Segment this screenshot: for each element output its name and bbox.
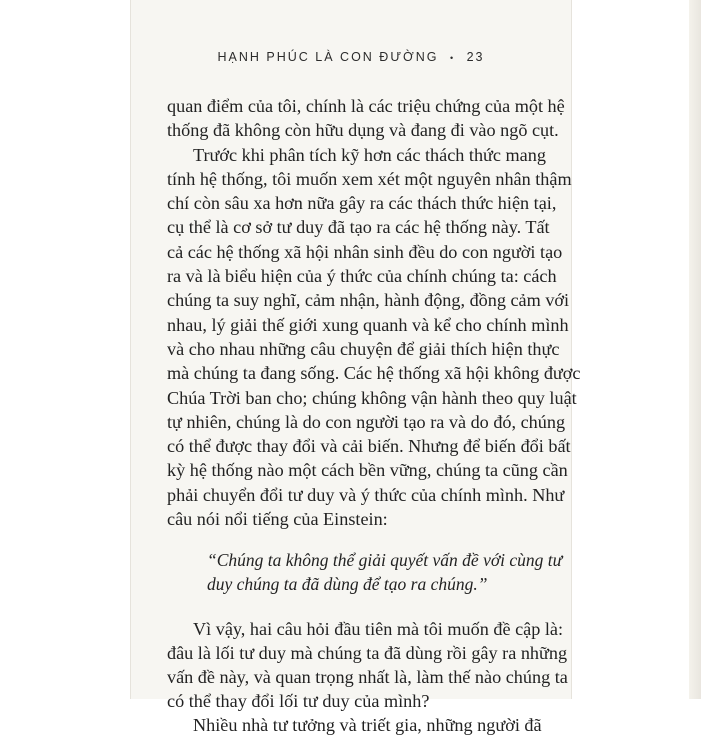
page-edge	[689, 0, 701, 699]
body-line: cả các hệ thống xã hội nhân sinh đều do con người tạo	[167, 242, 563, 262]
body-line: chúng ta suy nghĩ, cảm nhận, hành động, đồng cảm với	[167, 290, 570, 310]
quote-line: duy chúng ta đã dùng để tạo ra chúng.”	[207, 574, 488, 594]
body-line: tự nhiên, chúng là do con người tạo ra và do đó, chúng	[167, 412, 566, 432]
body-line: ra và là biểu hiện của ý thức của chính chúng ta: cách	[167, 266, 557, 286]
body-line: tính hệ thống, tôi muốn xem xét một nguyên nhân thậm	[167, 169, 572, 189]
body-line: vấn đề này, và quan trọng nhất là, làm thế nào chúng ta	[167, 667, 568, 687]
body-line: cụ thể là cơ sở tư duy đã tạo ra các hệ thống này. Tất	[167, 217, 550, 237]
body-line: mà chúng ta đang sống. Các hệ thống xã hội không được	[167, 363, 581, 383]
body-line: nhau, lý giải thế giới xung quanh và kể cho chính mình	[167, 315, 569, 335]
running-title: HẠNH PHÚC LÀ CON ĐƯỜNG	[217, 50, 439, 64]
body-line: đâu là lối tư duy mà chúng ta đã dùng rồi gây ra những	[167, 643, 568, 663]
body-line: chí còn sâu xa hơn nữa gây ra các thách thức hiện tại,	[167, 193, 557, 213]
header-separator: •	[449, 52, 456, 63]
book-page	[130, 0, 581, 735]
body-line: Chúa Trời ban cho; chúng không vận hành theo quy luật	[167, 388, 577, 408]
body-line: có thể thay đổi lối tư duy của mình?	[167, 691, 430, 711]
body-line: quan điểm của tôi, chính là các triệu chứng của một hệ	[167, 96, 565, 116]
body-line: phải chuyển đổi tư duy và ý thức của chính mình. Như	[167, 485, 565, 505]
body-line: kỳ hệ thống nào một cách bền vững, chúng ta cũng cần	[167, 460, 568, 480]
body-line: câu nói nổi tiếng của Einstein:	[167, 509, 388, 529]
body-line: có thể được thay đổi và cải biến. Nhưng để biến đổi bất	[167, 436, 571, 456]
body-line: Nhiều nhà tư tưởng và triết gia, những người đã	[193, 715, 542, 735]
body-line: và cho nhau những câu chuyện để giải thích hiện thực	[167, 339, 560, 359]
body-line: Trước khi phân tích kỹ hơn các thách thức mang	[193, 145, 546, 165]
running-header	[131, 50, 571, 64]
body-line: Vì vậy, hai câu hỏi đầu tiên mà tôi muốn đề cập là:	[193, 619, 564, 639]
quote-line: “Chúng ta không thể giải quyết vấn đề với cùng tư	[207, 550, 563, 570]
page-number: 23	[466, 50, 485, 64]
body-line: thống đã không còn hữu dụng và đang đi vào ngõ cụt.	[167, 120, 559, 140]
